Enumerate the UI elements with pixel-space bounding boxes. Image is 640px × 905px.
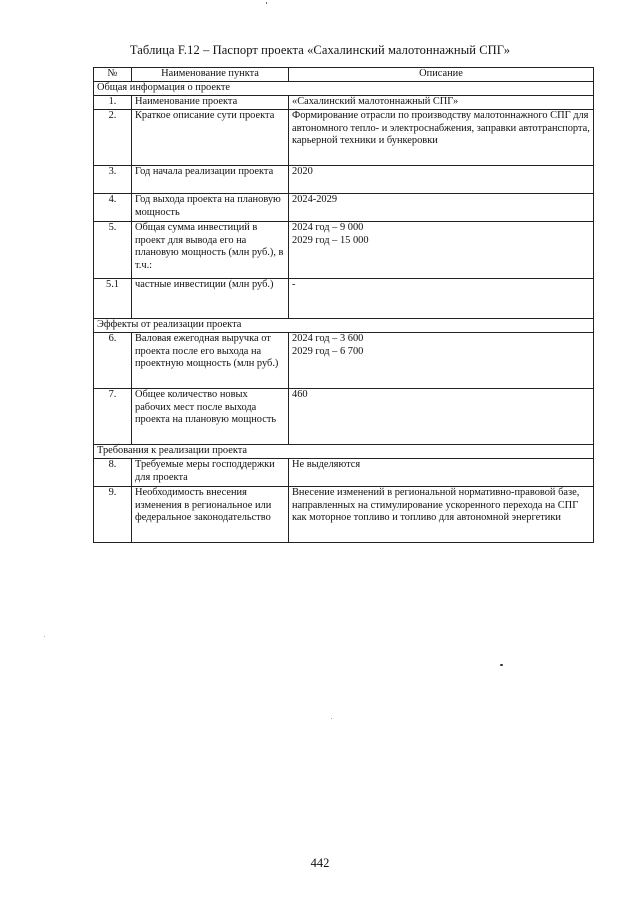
row-name: Валовая ежегодная выручка от проекта после его выхода на проектную мощность (млн руб.) (132, 333, 289, 389)
row-description: 2024-2029 (289, 194, 594, 222)
section-row-general (94, 82, 594, 96)
section-title-requirements: Требования к реализации проекта (94, 445, 594, 459)
row-description: 460 (289, 389, 594, 445)
table-title: Таблица F.12 – Паспорт проекта «Сахалинский малотоннажный СПГ» (129, 43, 511, 57)
row-name: частные инвестиции (млн руб.) (132, 279, 289, 319)
section-row-effects (94, 319, 594, 333)
row-name: Требуемые меры господдержки для проекта (132, 459, 289, 487)
table-row (94, 459, 594, 487)
row-name: Год начала реализации проекта (132, 166, 289, 194)
table-header-row (94, 68, 594, 82)
description-line: 2029 год – 15 000 (292, 234, 369, 246)
scan-speck (44, 636, 45, 637)
row-number: 5.1 (94, 279, 132, 319)
table-row (94, 166, 594, 194)
section-title-effects: Эффекты от реализации проекта (94, 319, 594, 333)
row-description: «Сахалинский малотоннажный СПГ» (289, 96, 594, 110)
section-row-requirements (94, 445, 594, 459)
row-description: - (289, 279, 594, 319)
row-name: Необходимость внесения изменения в региональное или федеральное законодательство (132, 487, 289, 543)
scan-speck (500, 664, 503, 666)
row-number: 8. (94, 459, 132, 487)
column-header-name: Наименование пункта (132, 68, 289, 82)
table-row (94, 96, 594, 110)
project-passport-table (93, 67, 594, 543)
row-name: Наименование проекта (132, 96, 289, 110)
scan-speck (331, 718, 332, 719)
column-header-description: Описание (289, 68, 594, 82)
row-description: 2020 (289, 166, 594, 194)
table-row (94, 194, 594, 222)
row-description: Внесение изменений в региональной нормативно-правовой базе, направленных на стимулирование ускоренного перехода на СПГ как моторное топливо и топливо для автономной энергетики (289, 487, 594, 543)
row-name: Год выхода проекта на плановую мощность (132, 194, 289, 222)
row-number: 1. (94, 96, 132, 110)
description-line: 2024 год – 9 000 (292, 222, 364, 233)
row-number: 5. (94, 222, 132, 279)
row-number: 4. (94, 194, 132, 222)
row-description (289, 333, 594, 389)
table-row (94, 333, 594, 389)
description-line: 2024 год – 3 600 (292, 333, 364, 344)
row-name: Общая сумма инвестиций в проект для вывода его на плановую мощность (млн руб.), в т.ч.: (132, 222, 289, 279)
row-number: 6. (94, 333, 132, 389)
row-number: 3. (94, 166, 132, 194)
table-row (94, 222, 594, 279)
table-row (94, 389, 594, 445)
row-number: 7. (94, 389, 132, 445)
row-number: 2. (94, 110, 132, 166)
scan-speck (266, 2, 267, 4)
row-name: Общее количество новых рабочих мест после выхода проекта на плановую мощность (132, 389, 289, 445)
row-number: 9. (94, 487, 132, 543)
row-description: Формирование отрасли по производству малотоннажного СПГ для автономного тепло- и электроснабжения, заправки автотранспорта, карьерной техники и бункеровки (289, 110, 594, 166)
table-row (94, 110, 594, 166)
column-header-num: № (94, 68, 132, 82)
table-row (94, 487, 594, 543)
description-line: 2029 год – 6 700 (292, 345, 364, 357)
page-number: 442 (310, 856, 330, 870)
row-description (289, 222, 594, 279)
table-row (94, 279, 594, 319)
row-name: Краткое описание сути проекта (132, 110, 289, 166)
section-title-general: Общая информация о проекте (94, 82, 594, 96)
row-description: Не выделяются (289, 459, 594, 487)
